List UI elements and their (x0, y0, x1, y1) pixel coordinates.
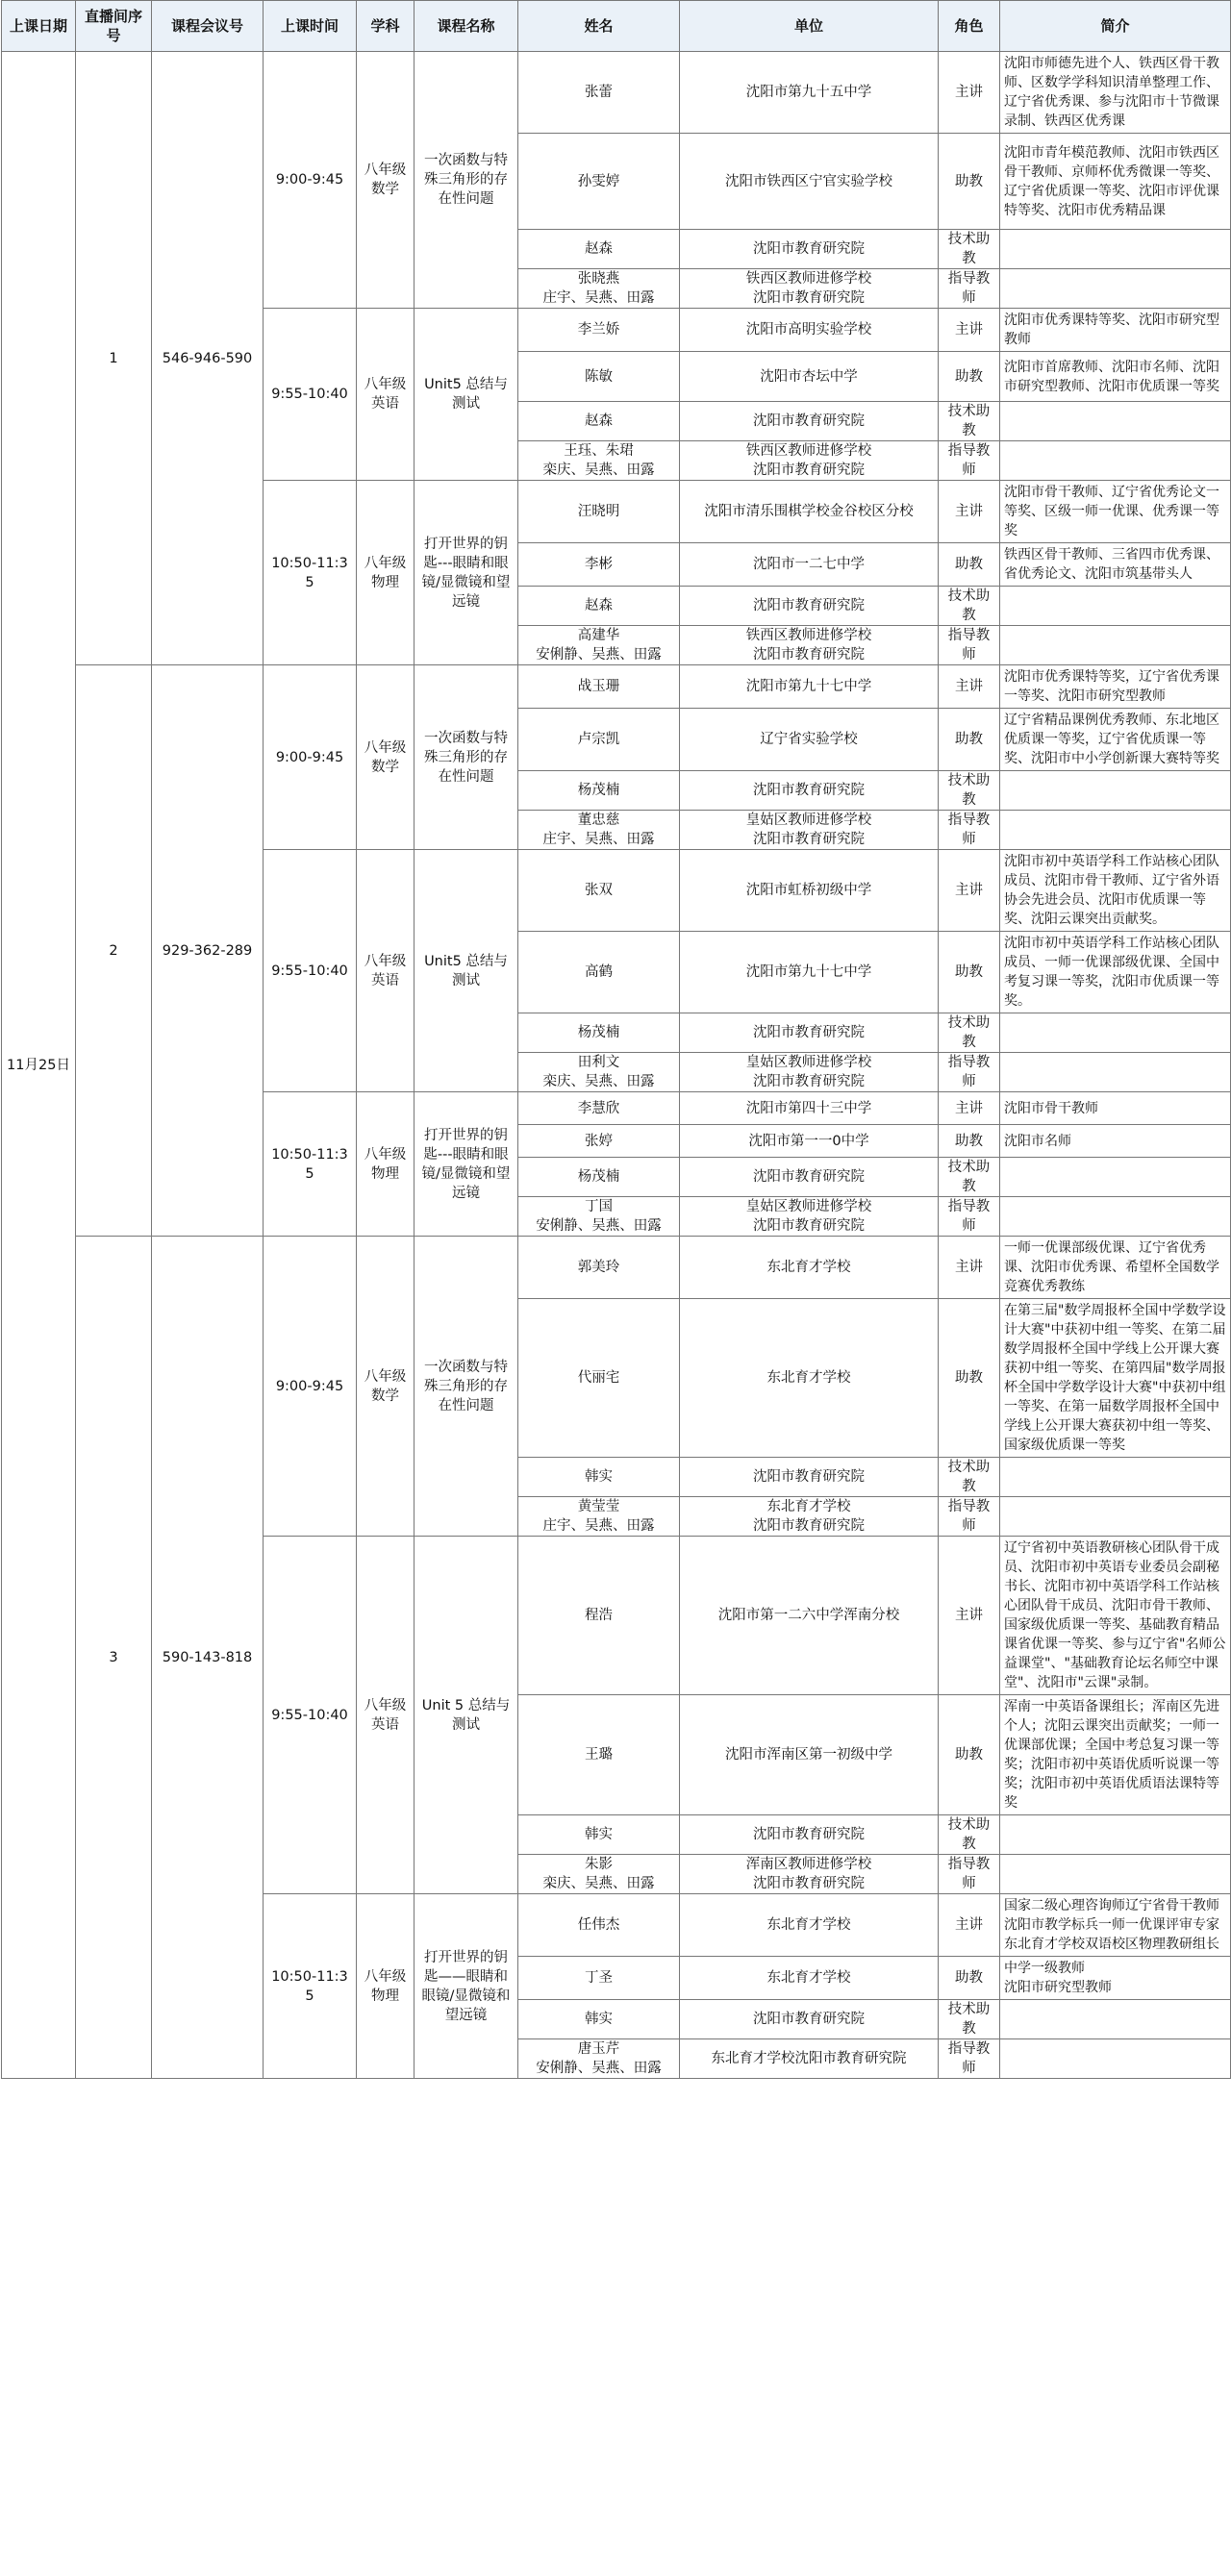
name-cell-line: 郭美玲 (577, 1260, 620, 1275)
unit-cell (680, 587, 939, 626)
unit-cell-line: 沈阳市清乐围棋学校金谷校区分校 (704, 504, 914, 519)
unit-cell-line: 沈阳市教育研究院 (753, 1074, 865, 1089)
name-cell-line: 王珏、朱珺 (564, 443, 634, 459)
role-cell: 主讲 (939, 309, 1000, 352)
unit-cell-line: 东北育才学校沈阳市教育研究院 (711, 2051, 907, 2066)
name-cell (518, 309, 680, 352)
subject-cell: 八年级英语 (357, 309, 415, 481)
unit-cell-line: 沈阳市教育研究院 (753, 1827, 865, 1842)
unit-cell-line: 东北育才学校 (766, 1260, 851, 1275)
name-cell-line: 董忠慈 (577, 813, 620, 828)
subject-cell: 八年级数学 (357, 52, 415, 309)
name-cell (518, 481, 680, 543)
header-course: 课程名称 (415, 1, 518, 52)
unit-cell (680, 665, 939, 709)
intro-cell: 沈阳市名师 (1000, 1125, 1231, 1158)
unit-cell (680, 1125, 939, 1158)
role-cell: 指导教师 (939, 269, 1000, 309)
unit-cell (680, 2039, 939, 2079)
header-role: 角色 (939, 1, 1000, 52)
intro-cell: 沈阳市骨干教师 (1000, 1092, 1231, 1125)
role-cell: 技术助教 (939, 1815, 1000, 1855)
name-cell-line: 韩实 (585, 1469, 613, 1485)
name-cell (518, 850, 680, 932)
course-cell: 打开世界的钥匙——眼睛和眼镜/显微镜和望远镜 (415, 1894, 518, 2079)
intro-cell: 一师一优课部级优课、辽宁省优秀课、沈阳市优秀课、希望杯全国数学竞赛优秀教练 (1000, 1237, 1231, 1299)
unit-cell (680, 1855, 939, 1894)
meeting-id-cell: 546-946-590 (152, 52, 264, 665)
unit-cell-line: 沈阳市教育研究院 (753, 647, 865, 663)
unit-cell-line: 沈阳市教育研究院 (753, 2012, 865, 2027)
role-cell: 指导教师 (939, 811, 1000, 850)
intro-cell (1000, 811, 1231, 850)
name-cell (518, 709, 680, 771)
name-cell (518, 1458, 680, 1497)
intro-cell: 沈阳市初中英语学科工作站核心团队成员、沈阳市骨干教师、辽宁省外语协会先进会员、沈阳市优质课一等奖、沈阳云课突出贡献奖。 (1000, 850, 1231, 932)
name-cell-line: 庄宇、吴燕、田露 (542, 832, 655, 847)
unit-cell-line: 浑南区教师进修学校 (745, 1857, 872, 1872)
unit-cell (680, 1894, 939, 1957)
intro-cell: 沈阳市骨干教师、辽宁省优秀论文一等奖、区级一师一优课、优秀课一等奖 (1000, 481, 1231, 543)
name-cell (518, 932, 680, 1013)
name-cell (518, 1125, 680, 1158)
room-no-cell: 3 (76, 1237, 152, 2079)
course-cell: Unit 5 总结与测试 (415, 1537, 518, 1894)
intro-cell (1000, 771, 1231, 811)
role-cell: 技术助教 (939, 2000, 1000, 2039)
name-cell-line: 汪晓明 (577, 504, 620, 519)
unit-cell (680, 1053, 939, 1092)
unit-cell-line: 沈阳市铁西区宁官实验学校 (725, 173, 892, 189)
unit-cell (680, 626, 939, 665)
name-cell-line: 赵森 (585, 241, 613, 257)
unit-cell (680, 2000, 939, 2039)
name-cell-line: 代丽宅 (577, 1370, 620, 1386)
name-cell (518, 2000, 680, 2039)
name-cell-line: 王璐 (585, 1747, 613, 1763)
unit-cell-line: 东北育才学校 (766, 1917, 851, 1933)
name-cell-line: 任伟杰 (577, 1917, 620, 1933)
role-cell: 技术助教 (939, 1458, 1000, 1497)
unit-cell-line: 铁西区教师进修学校 (745, 443, 872, 459)
name-cell (518, 1815, 680, 1855)
role-cell: 助教 (939, 352, 1000, 402)
name-cell (518, 352, 680, 402)
name-cell-line: 栾庆、吴燕、田露 (542, 1074, 655, 1089)
intro-cell: 沈阳市初中英语学科工作站核心团队成员、一师一优课部级优课、全国中考复习课一等奖，沈阳市优质课一等奖。 (1000, 932, 1231, 1013)
subject-cell: 八年级物理 (357, 1092, 415, 1237)
name-cell-line: 赵森 (585, 413, 613, 429)
name-cell-line: 战玉珊 (577, 679, 620, 694)
unit-cell-line: 沈阳市虹桥初级中学 (745, 883, 872, 898)
intro-cell (1000, 1013, 1231, 1053)
name-cell-line: 安俐静、吴燕、田露 (536, 2061, 662, 2076)
role-cell: 主讲 (939, 850, 1000, 932)
name-cell (518, 1053, 680, 1092)
unit-cell-line: 沈阳市教育研究院 (753, 413, 865, 429)
unit-cell-line: 沈阳市第四十三中学 (745, 1100, 872, 1116)
role-cell: 指导教师 (939, 1497, 1000, 1537)
time-cell: 9:55-10:40 (264, 1537, 357, 1894)
schedule-body (2, 52, 1231, 2079)
unit-cell (680, 481, 939, 543)
name-cell (518, 1013, 680, 1053)
name-cell (518, 811, 680, 850)
role-cell: 主讲 (939, 665, 1000, 709)
name-cell (518, 587, 680, 626)
name-cell-line: 张晓燕 (577, 271, 620, 287)
intro-cell: 沈阳市师德先进个人、铁西区骨干教师、区数学学科知识清单整理工作、辽宁省优秀课、参与沈阳市十节微课录制、铁西区优秀课 (1000, 52, 1231, 134)
intro-cell: 沈阳市青年模范教师、沈阳市铁西区骨干教师、京师杯优秀微课一等奖、辽宁省优质课一等奖、沈阳市评优课特等奖、沈阳市优秀精品课 (1000, 134, 1231, 230)
course-cell: Unit5 总结与测试 (415, 309, 518, 481)
name-cell-line: 丁圣 (585, 1970, 613, 1986)
unit-cell-line: 东北育才学校 (766, 1370, 851, 1386)
role-cell: 主讲 (939, 1894, 1000, 1957)
intro-cell (1000, 1497, 1231, 1537)
name-cell-line: 安俐静、吴燕、田露 (536, 647, 662, 663)
unit-cell-line: 东北育才学校 (766, 1499, 851, 1514)
unit-cell (680, 1957, 939, 2000)
intro-cell: 在第三届"数学周报杯全国中学数学设计大赛"中获初中组一等奖、在第二届数学周报杯全国中学线上公开课大赛获初中组一等奖、在第四届"数学周报杯全国中学数学设计大赛"中获初中组一等奖、在第一届数学周报杯全国中学线上公开课大赛获初中组一等奖、国家级优质课一等奖 (1000, 1299, 1231, 1458)
time-cell: 9:55-10:40 (264, 850, 357, 1092)
name-cell (518, 269, 680, 309)
unit-cell-line: 沈阳市第九十七中学 (745, 679, 872, 694)
name-cell (518, 1197, 680, 1237)
role-cell: 指导教师 (939, 626, 1000, 665)
unit-cell-line: 沈阳市教育研究院 (753, 1218, 865, 1234)
intro-cell: 中学一级教师 沈阳市研究型教师 (1000, 1957, 1231, 2000)
unit-cell-line: 沈阳市教育研究院 (753, 783, 865, 798)
name-cell-line: 庄宇、吴燕、田露 (542, 1518, 655, 1534)
time-cell: 9:55-10:40 (264, 309, 357, 481)
name-cell-line: 杨茂楠 (577, 783, 620, 798)
name-cell (518, 1695, 680, 1815)
unit-cell (680, 230, 939, 269)
table-row (2, 52, 1231, 134)
time-cell: 10:50-11:35 (264, 1092, 357, 1237)
course-cell: 打开世界的钥匙---眼睛和眼镜/显微镜和望远镜 (415, 1092, 518, 1237)
subject-cell: 八年级数学 (357, 665, 415, 850)
name-cell-line: 高鹤 (585, 964, 613, 980)
unit-cell (680, 1537, 939, 1695)
role-cell: 主讲 (939, 1537, 1000, 1695)
intro-cell (1000, 2000, 1231, 2039)
role-cell: 主讲 (939, 481, 1000, 543)
name-cell-line: 李慧欣 (577, 1100, 620, 1116)
name-cell (518, 543, 680, 587)
role-cell: 指导教师 (939, 1197, 1000, 1237)
name-cell-line: 朱影 (585, 1857, 613, 1872)
intro-cell: 辽宁省精品课例优秀教师、东北地区优质课一等奖，辽宁省优质课一等奖、沈阳市中小学创新课大赛特等奖 (1000, 709, 1231, 771)
unit-cell (680, 1815, 939, 1855)
meeting-id-cell: 929-362-289 (152, 665, 264, 1237)
date-cell: 11月25日 (2, 52, 76, 2079)
name-cell (518, 134, 680, 230)
name-cell-line: 张婷 (585, 1133, 613, 1149)
role-cell: 助教 (939, 1125, 1000, 1158)
unit-cell-line: 沈阳市教育研究院 (753, 1876, 865, 1891)
name-cell-line: 安俐静、吴燕、田露 (536, 1218, 662, 1234)
intro-cell: 沈阳市优秀课特等奖，辽宁省优秀课一等奖、沈阳市研究型教师 (1000, 665, 1231, 709)
role-cell: 助教 (939, 709, 1000, 771)
header-date: 上课日期 (2, 1, 76, 52)
name-cell (518, 1497, 680, 1537)
unit-cell-line: 沈阳市教育研究院 (753, 598, 865, 613)
unit-cell-line: 沈阳市杏坛中学 (760, 368, 858, 385)
name-cell (518, 1855, 680, 1894)
unit-cell-line: 沈阳市浑南区第一初级中学 (725, 1747, 892, 1763)
name-cell (518, 402, 680, 441)
name-cell-line: 田利文 (577, 1055, 620, 1070)
role-cell: 指导教师 (939, 2039, 1000, 2079)
role-cell: 助教 (939, 932, 1000, 1013)
name-cell (518, 1158, 680, 1197)
time-cell: 10:50-11:35 (264, 1894, 357, 2079)
intro-cell (1000, 269, 1231, 309)
header-room-no: 直播间序号 (76, 1, 152, 52)
name-cell (518, 230, 680, 269)
role-cell: 主讲 (939, 1237, 1000, 1299)
unit-cell-line: 沈阳市教育研究院 (753, 290, 865, 306)
name-cell (518, 771, 680, 811)
intro-cell: 国家二级心理咨询师辽宁省骨干教师沈阳市教学标兵一师一优课评审专家东北育才学校双语校区物理教研组长 (1000, 1894, 1231, 1957)
header-intro: 简介 (1000, 1, 1231, 52)
unit-cell-line: 辽宁省实验学校 (760, 732, 858, 747)
unit-cell (680, 1695, 939, 1815)
role-cell: 指导教师 (939, 1053, 1000, 1092)
role-cell: 技术助教 (939, 1013, 1000, 1053)
time-cell: 9:00-9:45 (264, 665, 357, 850)
subject-cell: 八年级英语 (357, 850, 415, 1092)
table-row (2, 665, 1231, 709)
name-cell-line: 李彬 (585, 557, 613, 572)
header-meeting: 课程会议号 (152, 1, 264, 52)
subject-cell: 八年级英语 (357, 1537, 415, 1894)
name-cell-line: 杨茂楠 (577, 1025, 620, 1040)
intro-cell (1000, 2039, 1231, 2079)
unit-cell (680, 771, 939, 811)
unit-cell-line: 沈阳市第九十五中学 (745, 85, 872, 100)
unit-cell-line: 沈阳市教育研究院 (753, 1025, 865, 1040)
time-cell: 9:00-9:45 (264, 52, 357, 309)
schedule-table (1, 0, 1231, 2079)
name-cell-line: 张双 (585, 883, 613, 898)
role-cell: 指导教师 (939, 1855, 1000, 1894)
name-cell-line: 栾庆、吴燕、田露 (542, 463, 655, 478)
unit-cell-line: 沈阳市教育研究院 (753, 241, 865, 257)
course-cell: 一次函数与特殊三角形的存在性问题 (415, 665, 518, 850)
unit-cell (680, 402, 939, 441)
name-cell-line: 丁国 (585, 1199, 613, 1214)
name-cell (518, 2039, 680, 2079)
intro-cell (1000, 441, 1231, 481)
intro-cell (1000, 1197, 1231, 1237)
role-cell: 技术助教 (939, 587, 1000, 626)
name-cell (518, 1092, 680, 1125)
subject-cell: 八年级物理 (357, 1894, 415, 2079)
unit-cell (680, 134, 939, 230)
unit-cell-line: 皇姑区教师进修学校 (745, 1199, 872, 1214)
unit-cell-line: 沈阳市教育研究院 (753, 463, 865, 478)
intro-cell (1000, 230, 1231, 269)
subject-cell: 八年级数学 (357, 1237, 415, 1537)
unit-cell (680, 352, 939, 402)
unit-cell (680, 52, 939, 134)
intro-cell (1000, 626, 1231, 665)
intro-cell: 辽宁省初中英语教研核心团队骨干成员、沈阳市初中英语专业委员会副秘书长、沈阳市初中英语学科工作站核心团队骨干成员、沈阳市骨干教师、国家级优质课一等奖、基础教育精品课省优课一等奖、参与辽宁省"名师公益课堂"、"基础教育论坛名师空中课堂"、沈阳市"云课"录制。 (1000, 1537, 1231, 1695)
unit-cell (680, 1197, 939, 1237)
header-subject: 学科 (357, 1, 415, 52)
intro-cell (1000, 1855, 1231, 1894)
unit-cell-line: 皇姑区教师进修学校 (745, 1055, 872, 1070)
table-row (2, 1237, 1231, 1299)
unit-cell (680, 1158, 939, 1197)
unit-cell (680, 1013, 939, 1053)
name-cell (518, 1894, 680, 1957)
intro-cell (1000, 1158, 1231, 1197)
unit-cell (680, 1458, 939, 1497)
name-cell-line: 韩实 (585, 1827, 613, 1842)
name-cell-line: 赵森 (585, 598, 613, 613)
role-cell: 技术助教 (939, 230, 1000, 269)
role-cell: 主讲 (939, 1092, 1000, 1125)
unit-cell (680, 709, 939, 771)
name-cell (518, 52, 680, 134)
intro-cell (1000, 1458, 1231, 1497)
name-cell-line: 韩实 (585, 2012, 613, 2027)
name-cell-line: 庄宇、吴燕、田露 (542, 290, 655, 306)
name-cell-line: 高建华 (577, 628, 620, 643)
unit-cell-line: 铁西区教师进修学校 (745, 271, 872, 287)
name-cell (518, 665, 680, 709)
header-unit: 单位 (680, 1, 939, 52)
subject-cell: 八年级物理 (357, 481, 415, 665)
name-cell (518, 1299, 680, 1458)
role-cell: 助教 (939, 543, 1000, 587)
header-name: 姓名 (518, 1, 680, 52)
name-cell-line: 李兰娇 (577, 322, 620, 338)
name-cell (518, 626, 680, 665)
unit-cell (680, 811, 939, 850)
unit-cell (680, 932, 939, 1013)
name-cell-line: 张蕾 (585, 85, 613, 100)
intro-cell: 沈阳市首席教师、沈阳市名师、沈阳市研究型教师、沈阳市优质课一等奖 (1000, 352, 1231, 402)
unit-cell (680, 850, 939, 932)
unit-cell-line: 沈阳市第一一0中学 (748, 1133, 869, 1149)
unit-cell (680, 269, 939, 309)
unit-cell-line: 沈阳市教育研究院 (753, 832, 865, 847)
unit-cell-line: 铁西区教师进修学校 (745, 628, 872, 643)
name-cell (518, 1957, 680, 2000)
name-cell-line: 唐玉芹 (577, 2041, 620, 2057)
role-cell: 助教 (939, 1299, 1000, 1458)
intro-cell (1000, 1815, 1231, 1855)
intro-cell: 沈阳市优秀课特等奖、沈阳市研究型教师 (1000, 309, 1231, 352)
role-cell: 主讲 (939, 52, 1000, 134)
intro-cell (1000, 1053, 1231, 1092)
unit-cell-line: 沈阳市第一二六中学浑南分校 (717, 1608, 900, 1623)
intro-cell: 浑南一中英语备课组长；浑南区先进个人；沈阳云课突出贡献奖；一师一优课部优课；全国中考总复习课一等奖；沈阳市初中英语优质听说课一等奖；沈阳市初中英语优质语法课特等奖 (1000, 1695, 1231, 1815)
time-cell: 9:00-9:45 (264, 1237, 357, 1537)
time-cell: 10:50-11:35 (264, 481, 357, 665)
role-cell: 指导教师 (939, 441, 1000, 481)
unit-cell-line: 沈阳市教育研究院 (753, 1469, 865, 1485)
unit-cell-line: 沈阳市第九十七中学 (745, 964, 872, 980)
meeting-id-cell: 590-143-818 (152, 1237, 264, 2079)
intro-cell: 铁西区骨干教师、三省四市优秀课、省优秀论文、沈阳市筑基带头人 (1000, 543, 1231, 587)
role-cell: 助教 (939, 1957, 1000, 2000)
unit-cell-line: 沈阳市高明实验学校 (745, 322, 872, 338)
unit-cell (680, 1299, 939, 1458)
role-cell: 助教 (939, 134, 1000, 230)
unit-cell-line: 东北育才学校 (766, 1970, 851, 1986)
unit-cell-line: 沈阳市教育研究院 (753, 1518, 865, 1534)
name-cell (518, 441, 680, 481)
unit-cell (680, 309, 939, 352)
name-cell-line: 卢宗凯 (577, 732, 620, 747)
name-cell-line: 杨茂楠 (577, 1169, 620, 1185)
room-no-cell: 1 (76, 52, 152, 665)
unit-cell (680, 441, 939, 481)
name-cell-line: 黄莹莹 (577, 1499, 620, 1514)
course-cell: Unit5 总结与测试 (415, 850, 518, 1092)
intro-cell (1000, 587, 1231, 626)
unit-cell (680, 1092, 939, 1125)
name-cell-line: 孙雯婷 (577, 173, 620, 189)
name-cell (518, 1537, 680, 1695)
course-cell: 一次函数与特殊三角形的存在性问题 (415, 52, 518, 309)
role-cell: 助教 (939, 1695, 1000, 1815)
name-cell (518, 1237, 680, 1299)
role-cell: 技术助教 (939, 771, 1000, 811)
role-cell: 技术助教 (939, 402, 1000, 441)
role-cell: 技术助教 (939, 1158, 1000, 1197)
unit-cell (680, 543, 939, 587)
room-no-cell: 2 (76, 665, 152, 1237)
course-cell: 打开世界的钥匙---眼睛和眼镜/显微镜和望远镜 (415, 481, 518, 665)
intro-cell (1000, 402, 1231, 441)
unit-cell (680, 1497, 939, 1537)
header-row (2, 1, 1231, 52)
unit-cell (680, 1237, 939, 1299)
unit-cell-line: 沈阳市一二七中学 (753, 557, 865, 572)
course-cell: 一次函数与特殊三角形的存在性问题 (415, 1237, 518, 1537)
name-cell-line: 程浩 (585, 1608, 613, 1623)
name-cell-line: 栾庆、吴燕、田露 (542, 1876, 655, 1891)
header-time: 上课时间 (264, 1, 357, 52)
unit-cell-line: 沈阳市教育研究院 (753, 1169, 865, 1185)
unit-cell-line: 皇姑区教师进修学校 (745, 813, 872, 828)
name-cell-line: 陈敏 (585, 368, 613, 385)
